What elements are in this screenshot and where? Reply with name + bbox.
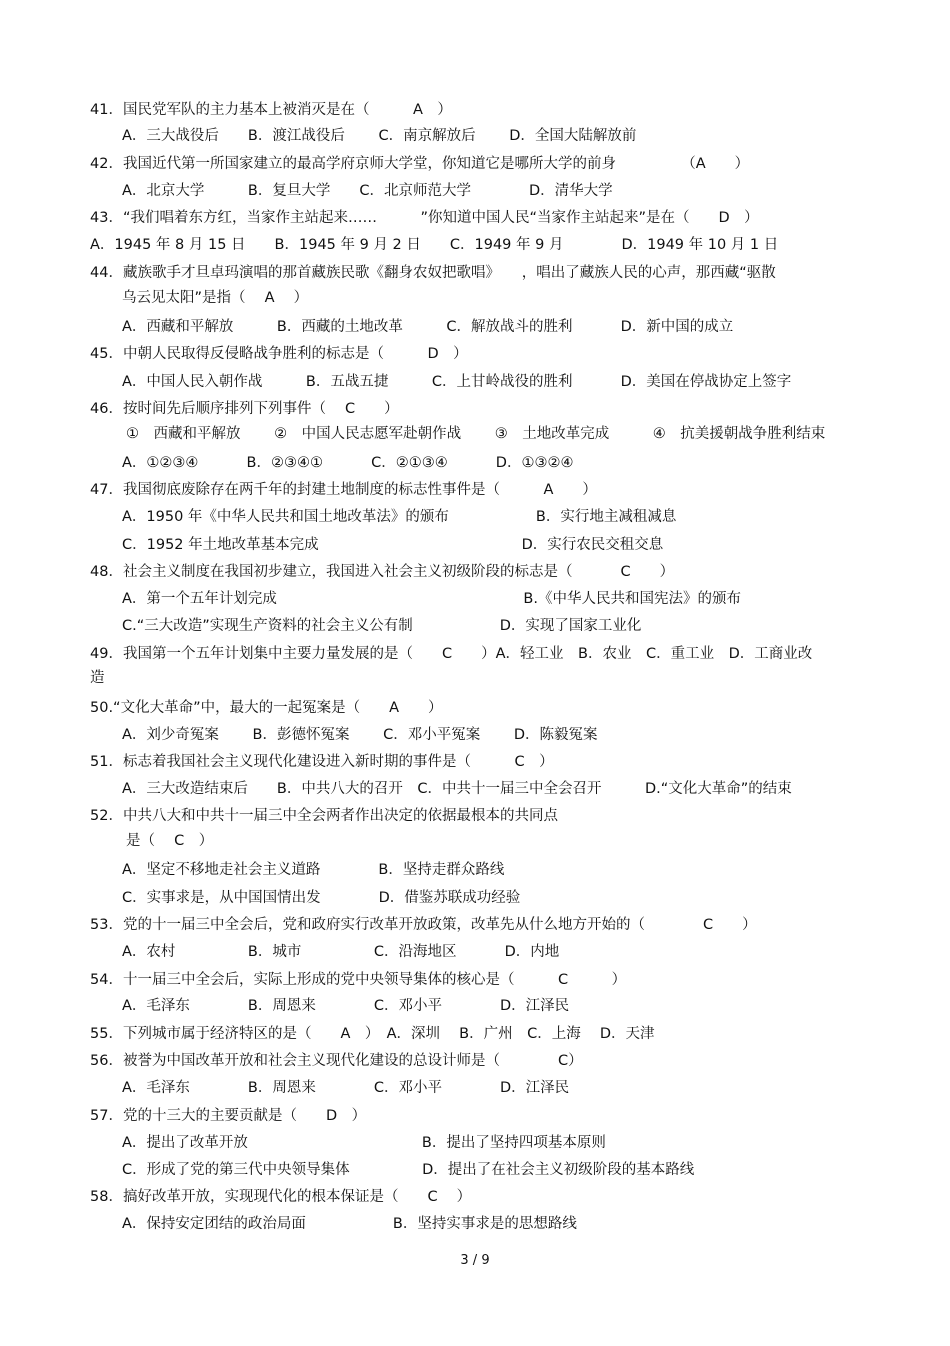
q46: 46．按时间先后顺序排列下列事件（ C ） [90, 401, 399, 417]
q45: 45．中朝人民取得反侵略战争胜利的标志是（ D ） [90, 346, 468, 362]
page-number: 3 / 9 [460, 1253, 490, 1268]
q52-options-cd: C．实事求是，从中国国情出发 D．借鉴苏联成功经验 [122, 890, 521, 906]
q42-options: A．北京大学 B．复旦大学 C．北京师范大学 D．清华大学 [122, 183, 613, 199]
q42: 42．我国近代第一所国家建立的最高学府京师大学堂，你知道它是哪所大学的前身 （A ） [90, 156, 750, 172]
q45-options: A．中国人民入朝作战 B．五战五捷 C．上甘岭战役的胜利 D．美国在停战协定上签字 [122, 374, 792, 390]
q54-options: A．毛泽东 B．周恩来 C．邓小平 D．江泽民 [122, 998, 570, 1014]
q51-options: A．三大改造结束后 B．中共八大的召开 C．中共十一届三中全会召开 D.“文化大革命”的结束 [122, 781, 792, 797]
q48-options-ab: A．第一个五年计划完成 B.《中华人民共和国宪法》的颁布 [122, 591, 741, 607]
q51: 51．标志着我国社会主义现代化建设进入新时期的事件是（ C ） [90, 754, 554, 770]
q44-options: A．西藏和平解放 B．西藏的土地改革 C．解放战斗的胜利 D．新中国的成立 [122, 319, 734, 335]
q52: 52．中共八大和中共十一届三中全会两者作出决定的依据最根本的共同点 [90, 808, 558, 824]
q53: 53．党的十一届三中全会后，党和政府实行改革开放政策，改革先从什么地方开始的（ C ） [90, 917, 757, 933]
q56-options: A．毛泽东 B．周恩来 C．邓小平 D．江泽民 [122, 1080, 570, 1096]
q52-cont: 是（ C ） [126, 833, 214, 849]
q57: 57．党的十三大的主要贡献是（ D ） [90, 1108, 367, 1124]
q46-events: ① 西藏和平解放 ② 中国人民志愿军赴朝作战 ③ 土地改革完成 ④ 抗美援朝战争胜利结束 [126, 426, 826, 442]
q48: 48．社会主义制度在我国初步建立，我国进入社会主义初级阶段的标志是（ C ） [90, 564, 675, 580]
q47-options-ab: A．1950 年《中华人民共和国土地改革法》的颁布 B．实行地主减租减息 [122, 509, 677, 525]
q53-options: A．农村 B．城市 C．沿海地区 D．内地 [122, 944, 560, 960]
q44-cont: 乌云见太阳”是指（ A ） [122, 290, 309, 306]
q50: 50.“文化大革命”中，最大的一起冤案是（ A ） [90, 700, 443, 716]
q47-options-cd: C．1952 年土地改革基本完成 D．实行农民交租交息 [122, 537, 664, 553]
q58-options: A．保持安定团结的政治局面 B．坚持实事求是的思想路线 [122, 1216, 577, 1232]
q41: 41．国民党军队的主力基本上被消灭是在（ A ） [90, 102, 452, 118]
q56: 56．被誉为中国改革开放和社会主义现代化建设的总设计师是（ C） [90, 1053, 583, 1069]
q41-options: A．三大战役后 B．渡江战役后 C．南京解放后 D．全国大陆解放前 [122, 128, 637, 144]
q47: 47．我国彻底废除存在两千年的封建土地制度的标志性事件是（ A ） [90, 482, 597, 498]
q49-cont: 造 [90, 670, 105, 686]
q50-options: A．刘少奇冤案 B．彭德怀冤案 C．邓小平冤案 D．陈毅冤案 [122, 727, 598, 743]
q46-options: A．①②③④ B．②③④① C．②①③④ D．①③②④ [122, 455, 574, 471]
q58: 58．搞好改革开放，实现现代化的根本保证是（ C ） [90, 1189, 472, 1205]
q57-options-ab: A．提出了改革开放 B．提出了坚持四项基本原则 [122, 1135, 606, 1151]
q52-options-ab: A．坚定不移地走社会主义道路 B．坚持走群众路线 [122, 862, 505, 878]
q49: 49．我国第一个五年计划集中主要力量发展的是（ C ）A．轻工业 B．农业 C．重工业 D．工商业改 [90, 646, 813, 662]
q57-options-cd: C．形成了党的第三代中央领导集体 D．提出了在社会主义初级阶段的基本路线 [122, 1162, 695, 1178]
q44: 44．藏族歌手才旦卓玛演唱的那首藏族民歌《翻身农奴把歌唱》 ，唱出了藏族人民的心声，那西藏“驱散 [90, 265, 776, 281]
q55: 55．下列城市属于经济特区的是（ A ） A．深圳 B．广州 C．上海 D．天津 [90, 1026, 655, 1042]
q54: 54．十一届三中全会后，实际上形成的党中央领导集体的核心是（ C ） [90, 972, 627, 988]
q48-options-cd: C.“三大改造”实现生产资料的社会主义公有制 D．实现了国家工业化 [122, 618, 642, 634]
q43: 43．“我们唱着东方红，当家作主站起来…… ”你知道中国人民“当家作主站起来”是在（ D ） [90, 210, 759, 226]
q43-options: A．1945 年 8 月 15 日 B．1945 年 9 月 2 日 C．1949 年 9 月 D．1949 年 10 月 1 日 [90, 237, 779, 253]
